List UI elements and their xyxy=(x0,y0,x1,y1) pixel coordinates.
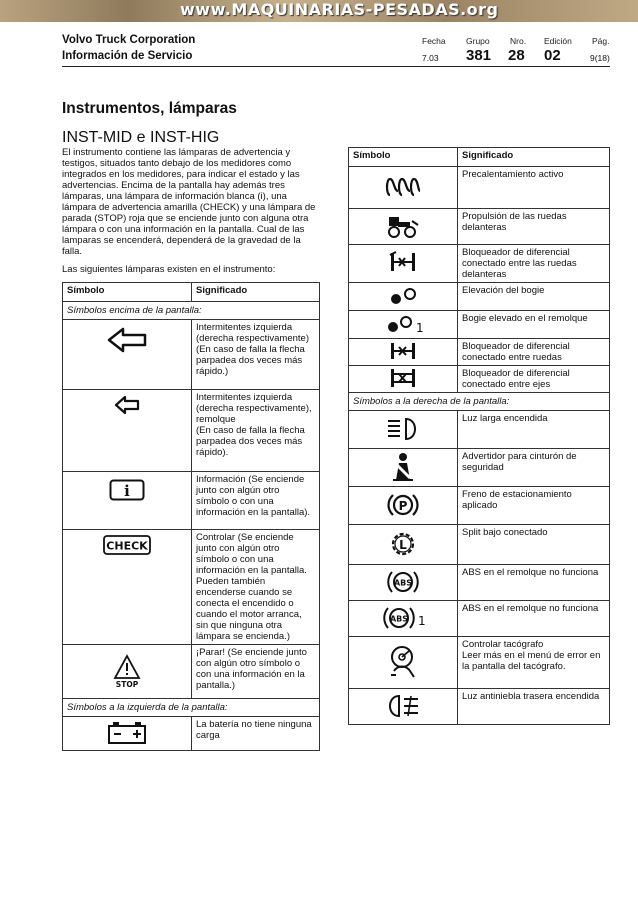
front-diff-lock-icon xyxy=(349,245,458,283)
col-symbol: Símbolo xyxy=(349,148,458,167)
group-value: 381 xyxy=(466,47,492,64)
intro-paragraph: El instrumento contiene las lámparas de advertencia y testigos, situados tanto debajo de los medidores como integrados en los medidores, para indicar el estado y las advertencias. Encima de la pantalla hay además tres lámparas, una lámpara de información blanca (i), una lámpara de advertencia amarilla (CHECK) y una lámpara de parada (STOP) roja que se enciende junto con alguna otra lámpara o con una información en la pantalla. Cual de las lamparas se encenderá, dependerá de la gravedad de la falla. xyxy=(62,147,316,257)
date-label: Fecha xyxy=(422,36,446,46)
check-text: Controlar (Se enciende junto con algún otro símbolo o con una información en la pantalla. Pueden también encenderse cuando se conecta el encendido o cuando el motor arranca, sin que ninguna otra lámpara se encienda.) xyxy=(192,530,320,645)
col-meaning: Significado xyxy=(458,148,610,167)
wheel-diff-lock-text: Bloqueador de diferencial conectado entre ruedas xyxy=(458,339,610,366)
trailer-bogie-lift-text: Bogie elevado en el remolque xyxy=(458,311,610,339)
trailer-abs-text: ABS en el remolque no funciona xyxy=(458,601,610,637)
trailer-turn-signal-icon xyxy=(63,390,192,472)
trailer-bogie-lift-icon xyxy=(349,311,458,339)
wheel-diff-lock-icon xyxy=(349,339,458,366)
check-icon xyxy=(63,530,192,645)
page-title: Instrumentos, lámparas xyxy=(62,100,237,117)
bogie-lift-text: Elevación del bogie xyxy=(458,283,610,311)
split-icon xyxy=(349,525,458,565)
svg-text:L: L xyxy=(399,538,407,552)
seatbelt-text: Advertidor para cinturón de seguridad xyxy=(458,449,610,487)
battery-text: La batería no tiene ninguna carga xyxy=(192,717,320,751)
tachograph-text: Controlar tacógrafo Leer más en el menú de error en la pantalla del tacógrafo. xyxy=(458,637,610,689)
info-icon xyxy=(63,472,192,530)
seatbelt-icon xyxy=(349,449,458,487)
section-above-display: Símbolos encima de la pantalla: xyxy=(63,302,320,320)
page-value: 9(18) xyxy=(590,53,610,63)
header-rule xyxy=(62,66,610,67)
page-label: Pág. xyxy=(592,36,610,46)
battery-icon xyxy=(63,717,192,751)
tachograph-icon xyxy=(349,637,458,689)
turn-signal-icon xyxy=(63,320,192,390)
abs-icon xyxy=(349,565,458,601)
banner-text: www.MAQUINARIAS-PESADAS.org xyxy=(180,0,499,19)
rear-fog-text: Luz antiniebla trasera encendida xyxy=(458,689,610,725)
axle-diff-lock-icon xyxy=(349,366,458,393)
info-text: Información (Se enciende junto con algún otro símbolo o con una información en la pantalla). xyxy=(192,472,320,530)
section-left-display: Símbolos a la izquierda de la pantalla: xyxy=(63,699,320,717)
axle-diff-lock-text: Bloqueador de diferencial conectado entre ejes xyxy=(458,366,610,393)
preheat-text: Precalentamiento activo xyxy=(458,167,610,209)
parking-brake-icon xyxy=(349,487,458,525)
stop-icon xyxy=(63,645,192,699)
check-icon-label: CHECK xyxy=(106,539,148,553)
stop-text: ¡Parar! (Se enciende junto con algún otro símbolo o con una información en la pantalla.) xyxy=(192,645,320,699)
high-beam-icon xyxy=(349,411,458,449)
col-symbol: Símbolo xyxy=(63,283,192,302)
split-text: Split bajo conectado xyxy=(458,525,610,565)
date-value: 7.03 xyxy=(422,53,439,63)
turn-signal-text: Intermitentes izquierda (derecha respectivamente) (En caso de falla la flecha parpadea dos veces más rápido.) xyxy=(192,320,320,390)
stop-icon-label: STOP xyxy=(115,680,139,689)
high-beam-text: Luz larga encendida xyxy=(458,411,610,449)
svg-text:ABS: ABS xyxy=(393,578,413,588)
svg-text:i: i xyxy=(124,482,130,500)
group-label: Grupo xyxy=(466,36,490,46)
doc-subtitle: Información de Servicio xyxy=(62,50,193,62)
site-banner xyxy=(0,0,638,22)
parking-brake-text: Freno de estacionamiento aplicado xyxy=(458,487,610,525)
svg-text:1: 1 xyxy=(418,614,426,628)
number-value: 28 xyxy=(508,47,525,64)
col-meaning: Significado xyxy=(192,283,320,302)
company-name: Volvo Truck Corporation xyxy=(62,34,196,46)
svg-text:P: P xyxy=(398,499,408,513)
front-wheel-drive-text: Propulsión de las ruedas delanteras xyxy=(458,209,610,245)
intro-list-lead: Las siguientes lámparas existen en el instrumento: xyxy=(62,264,276,275)
trailer-abs-icon xyxy=(349,601,458,637)
section-right-display: Símbolos a la derecha de la pantalla: xyxy=(349,393,610,411)
trailer-turn-signal-text: Intermitentes izquierda (derecha respectivamente), remolque (En caso de falla la flecha parpadea dos veces más rápido). xyxy=(192,390,320,472)
edition-value: 02 xyxy=(544,47,561,64)
preheat-icon xyxy=(349,167,458,209)
section-title: INST-MID e INST-HIG xyxy=(62,129,220,146)
edition-label: Edición xyxy=(544,36,572,46)
abs-text: ABS en el remolque no funciona xyxy=(458,565,610,601)
front-wheel-drive-icon xyxy=(349,209,458,245)
front-diff-lock-text: Bloqueador de diferencial conectado entre las ruedas delanteras xyxy=(458,245,610,283)
svg-text:1: 1 xyxy=(416,321,424,335)
rear-fog-icon xyxy=(349,689,458,725)
right-symbol-table xyxy=(348,147,610,725)
left-symbol-table xyxy=(62,282,320,751)
bogie-lift-icon xyxy=(349,283,458,311)
svg-text:ABS: ABS xyxy=(389,614,409,624)
number-label: Nro. xyxy=(510,36,527,46)
